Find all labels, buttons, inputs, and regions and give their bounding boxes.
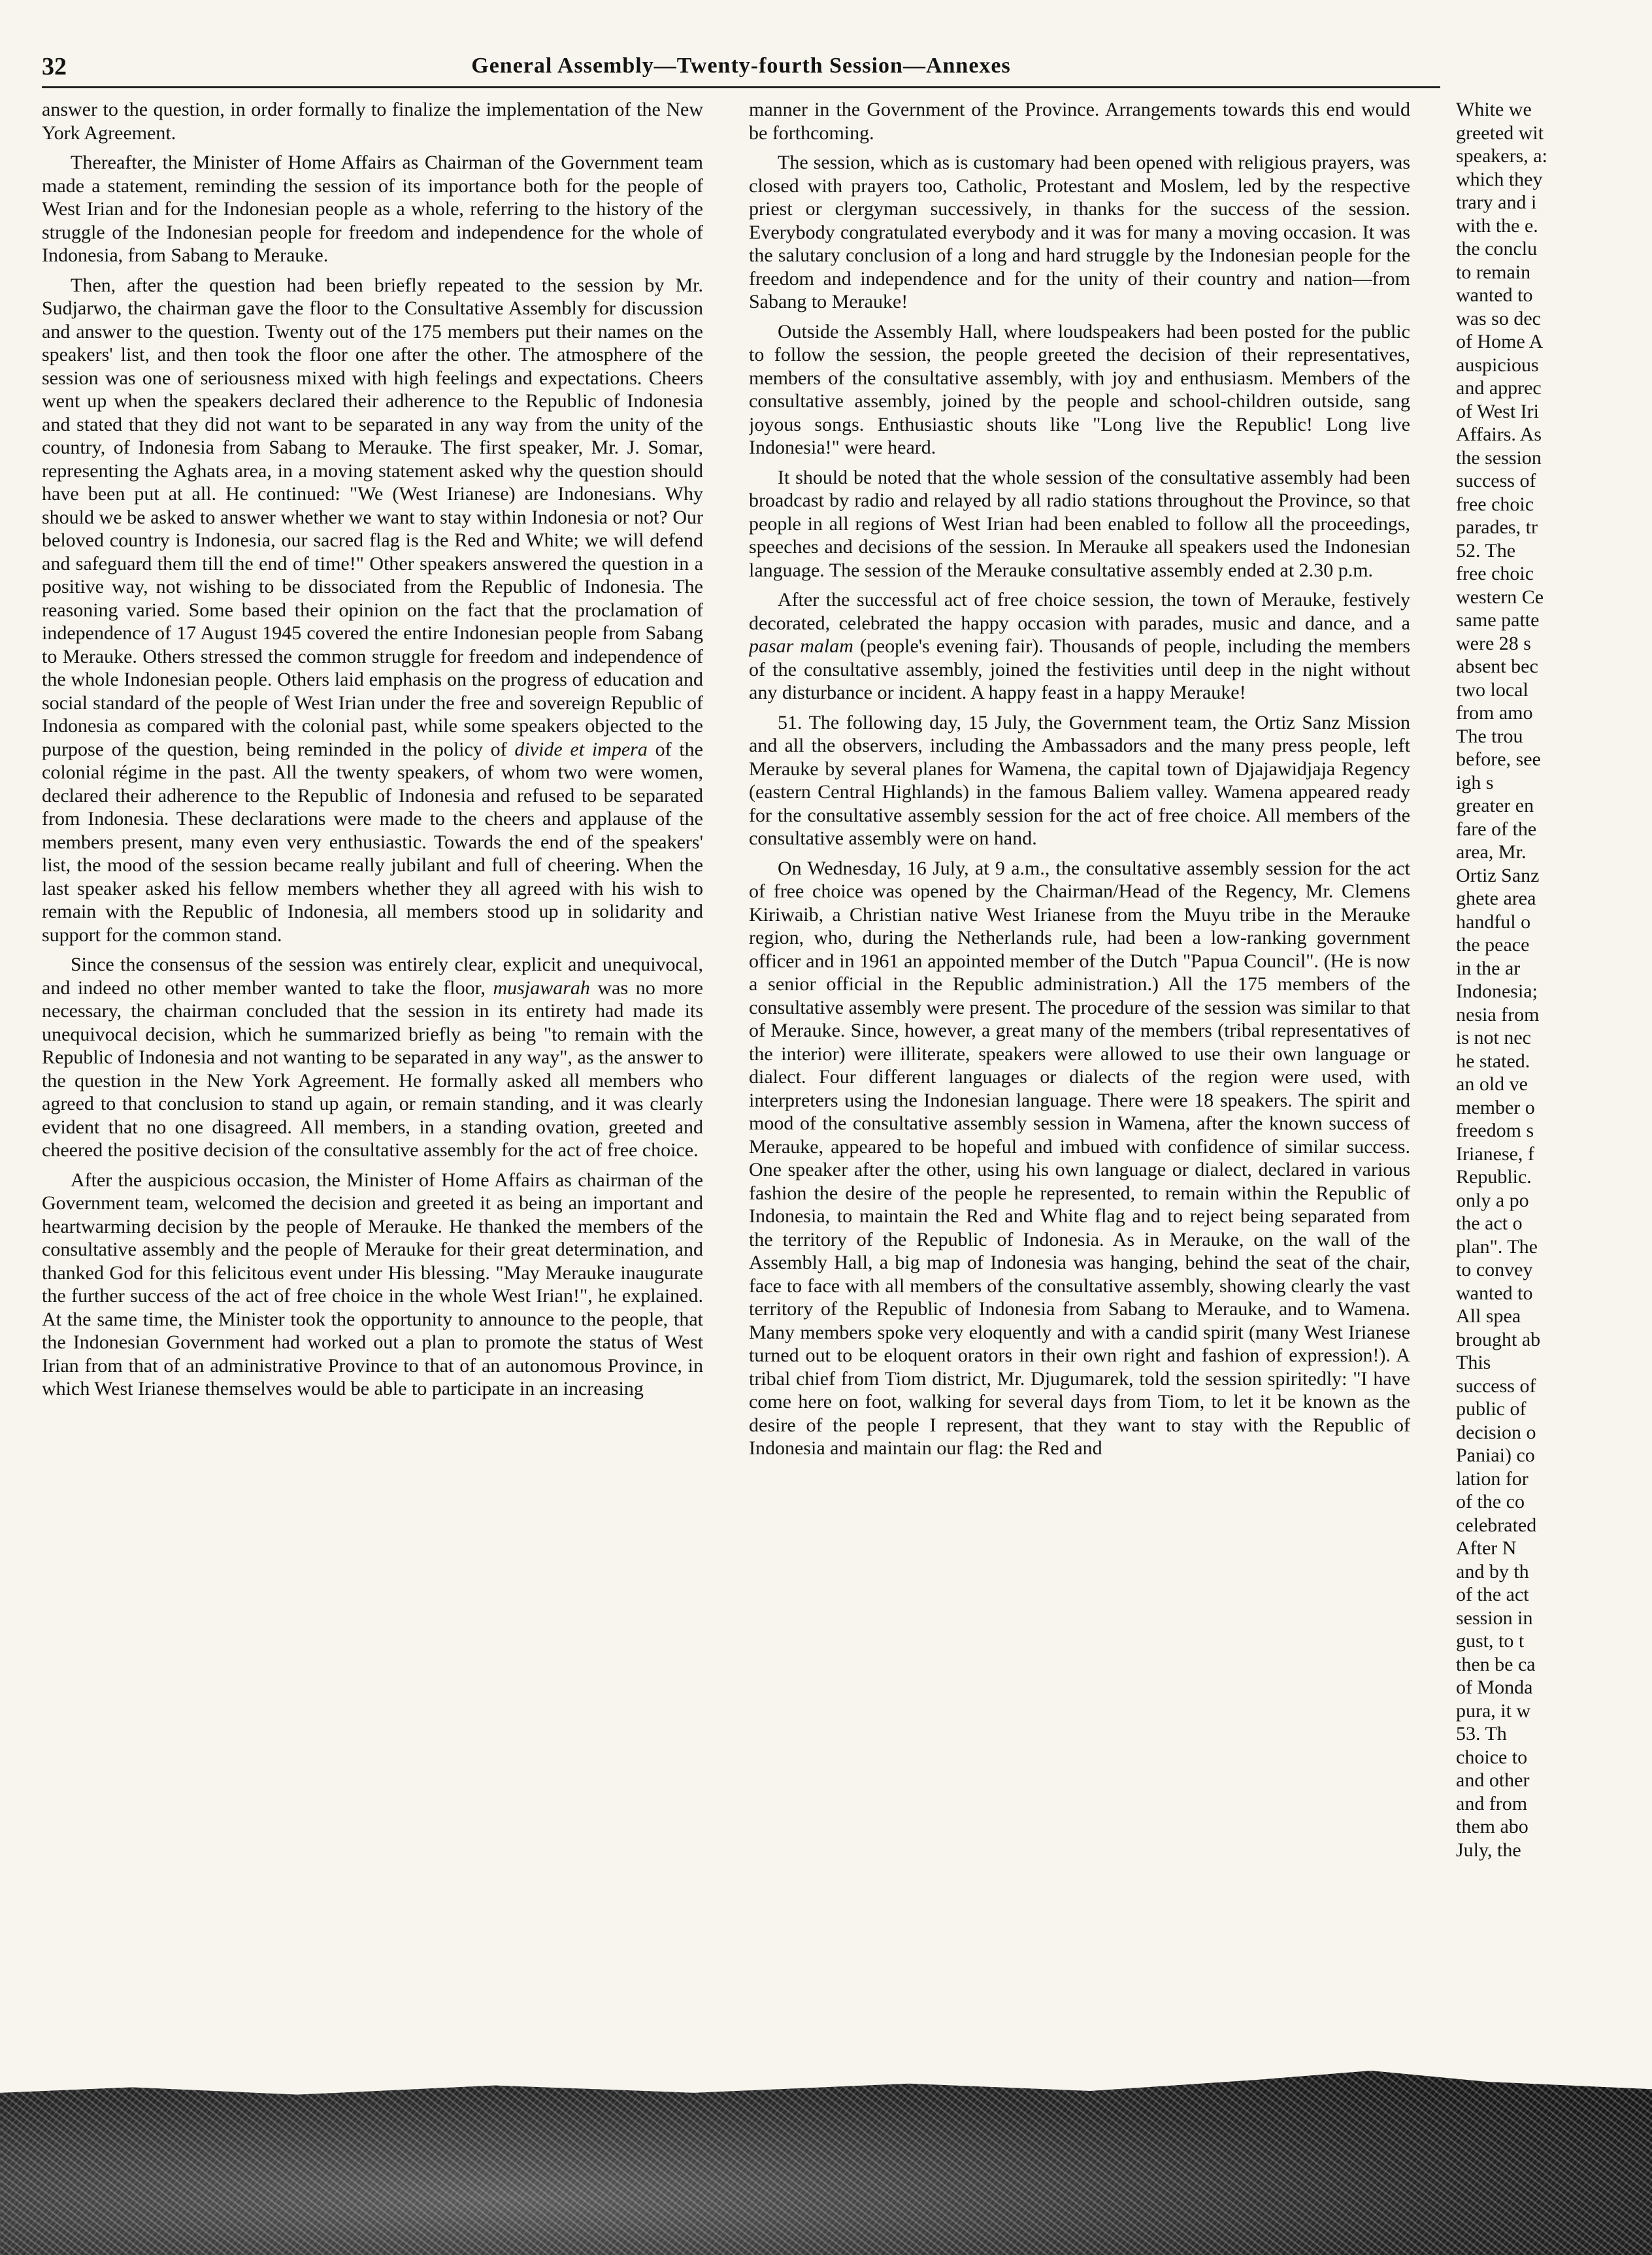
cropped-line: is not nec [1456,1027,1531,1048]
text-column-middle [749,98,1410,2059]
paragraph: It should be noted that the whole session of the consultative assembly had been broadcast by radio and relayed by all radio stations throughout the Province, so that people in all regions of West Irian had been enabled to follow all the proceedings, speeches and decisions of the session. In Merauke all speakers used the Indonesian language. The session of the Merauke consultative assembly ended at 2.30 p.m. [749,466,1410,581]
cropped-line: pura, it w [1456,1699,1531,1722]
cropped-line: Ortiz Sanz [1456,864,1540,886]
cropped-line: wanted to [1456,1282,1533,1304]
cropped-line: in the ar [1456,957,1521,979]
cropped-line: July, the [1456,1839,1521,1861]
cropped-line: plan". The [1456,1235,1538,1258]
cropped-line: auspicious [1456,354,1539,376]
cropped-line: speakers, a: [1456,145,1547,167]
cropped-line: only a po [1456,1189,1529,1211]
cropped-line: from amo [1456,702,1533,724]
cropped-line: of Monda [1456,1677,1533,1698]
cropped-line: an old ve [1456,1073,1528,1095]
paragraph-text: Then, after the question had been briefly repeated to the session by Mr. Sudjarwo, the chairman gave the floor to the Consultative Assembly for discussion and answer to the question. Twenty out of the 175 members put their names on the speakers' list, and then took the floor one after the other. The atmosphere of the session was one of seriousness mixed with high feelings and expectations. Cheers went up when the speakers declared their adherence to the Republic of Indonesia and stated that they did not want to be separated in any way from the unity of the country, of Indonesia from Sabang to Merauke. The first speaker, Mr. J. Somar, representing the Aghats area, in a moving statement asked why the question should have been put at all. He continued: "We (West Irianese) are Indonesians. Why should we be asked to answer whether we want to stay within Indonesia or not? Our beloved country is Indonesia, our sacred flag is the Red and White; we will defend and safeguard them till the end of time!" Other speakers answered the question in a positive way, not wishing to be dissociated from the Republic of Indonesia. The reasoning varied. Some based their opinion on the fact that the proclamation of independence of 17 August 1945 covered the entire Indonesian people from Sabang to Merauke. Others stressed the common struggle for freedom and independence of the whole Indonesian people. Others laid emphasis on the progress of education and social standard of the people of West Irian under the free and sovereign Republic of Indonesia as compared with the colonial past, while some speakers objected to the purpose of the question, being reminded in the policy of [42,274,703,760]
cropped-line: parades, tr [1456,516,1538,538]
cropped-line: success of [1456,470,1536,492]
cropped-line: was so dec [1456,307,1541,329]
text-column-left [42,98,703,2059]
cropped-line: free choic [1456,563,1534,584]
cropped-line: fare of the [1456,818,1537,840]
cropped-line: nesia from [1456,1003,1540,1026]
paragraph: 51. The following day, 15 July, the Government team, the Ortiz Sanz Mission and all the observers, including the Ambassadors and the many press people, left Merauke by several planes for Wamena, the capital town of Djajawidjaja Regency (eastern Central Highlands) in the famous Baliem valley. Wamena appeared ready for the consultative assembly session for the act of free choice. All members of the consultative assembly were on hand. [749,711,1410,849]
cropped-line: trary and i [1456,192,1537,213]
paragraph: On Wednesday, 16 July, at 9 a.m., the consultative assembly session for the act of free choice was opened by the Chairman/Head of the Regency, Mr. Clemens Kiriwaib, a Christian native West Irianese from the Muyu tribe in the Merauke region, who, during the Netherlands rule, had been a low-ranking government officer and in 1961 an appointed member of the Dutch "Papua Council". (He is now a senior official in the Republic administration.) All the 175 members of the consultative assembly were present. The procedure of the session was similar to that of Merauke. Since, however, a great many of the members (tribal representatives of the interior) were illiterate, speakers were allowed to use their own language or dialect. Four different languages or dialects of the region were used, with interpreters using the Indonesian language. There were 18 speakers. The spirit and mood of the consultative assembly session in Wamena, after the known success of Merauke, appeared to be hopeful and imbued with confidence of similar success. One speaker after the other, using his own language or dialect, declared in various fashion the desire of the people he represented, to remain within the Republic of Indonesia, to maintain the Red and White flag and to reject being separated from the territory of the Republic of Indonesia. As in Merauke, on the wall of the Assembly Hall, a big map of Indonesia was hanging, behind the seat of the chair, face to face with all members of the consultative assembly, showing clearly the vast territory of the Republic of Indonesia from Sabang to Merauke, and to Wamena. Many members spoke very eloquently and with a candid spirit (many West Irianese turned out to be eloquent orators in their own right and fashion of expression!). A tribal chief from Tiom district, Mr. Djugumarek, told the session spiritedly: "I have come here on foot, walking for several days from Tiom, to let it be known as the desire of the people I represent, that they want to stay with the Republic of Indonesia and maintain our flag: the Red and [749,857,1410,1459]
cropped-line: gust, to t [1456,1630,1525,1652]
cropped-line: of the co [1456,1491,1525,1512]
cropped-line: Republic. [1456,1166,1532,1188]
cropped-line: the session [1456,446,1542,469]
cropped-line: All spea [1456,1305,1521,1327]
cropped-line: them abo [1456,1816,1528,1837]
cropped-line: brought ab [1456,1328,1541,1350]
text-column-right-cropped [1456,98,1652,2059]
cropped-line: of the act [1456,1584,1529,1605]
paragraph: Thereafter, the Minister of Home Affairs as Chairman of the Government team made a statement, reminding the session of its importance both for the people of West Irian and for the Indonesian people as a whole, referring to the history of the struggle of the Indonesian people for freedom and independence for the whole of Indonesia, from Sabang to Merauke. [42,152,703,266]
paragraph [42,953,703,1162]
running-title: General Assembly—Twenty-fourth Session—Annexes [471,54,1011,78]
paragraph: After the auspicious occasion, the Minister of Home Affairs as chairman of the Government team, welcomed the decision and greeted it as being an important and heartwarming decision by the people of Merauke. He thanked the members of the consultative assembly and the people of Merauke for their great determination, and thanked God for this felicitous event under His blessing. "May Merauke inaugurate the further success of the act of free choice in the whole West Irian!", he explained. At the same time, the Minister took the opportunity to announce to the people, that the Indonesian Government had worked out a plan to promote the status of West Irian from that of an administrative Province to that of an autonomous Province, in which West Irianese themselves would be able to participate in an increasing [42,1169,703,1399]
cropped-line: lation for [1456,1467,1528,1490]
cropped-line: the act o [1456,1212,1523,1234]
cropped-line: success of [1456,1375,1536,1397]
cropped-line: free choic [1456,493,1534,515]
cropped-line: 53. Th [1456,1723,1507,1745]
cropped-line: greeted wit [1456,122,1544,144]
cropped-line: After N [1456,1537,1517,1559]
cropped-line: same patte [1456,609,1540,631]
cropped-line: and from [1456,1792,1528,1814]
cropped-line: and other [1456,1769,1530,1791]
cropped-line: the conclu [1456,238,1538,259]
paragraph-text: After the successful act of free choice session, the town of Merauke, festively decorated, celebrated the happy occasion with parades, music and dance, and a [749,589,1410,634]
cropped-line: two local [1456,678,1528,701]
cropped-line: of Home A [1456,331,1544,352]
italic-phrase: musjawarah [493,977,590,999]
paragraph: answer to the question, in order formally to finalize the implementation of the New York Agreement. [42,99,703,144]
cropped-line: ghete area [1456,888,1536,909]
cropped-line: then be ca [1456,1653,1536,1675]
cropped-line: and apprec [1456,377,1542,399]
cropped-line: Affairs. As [1456,424,1542,445]
cropped-line: area, Mr. [1456,841,1527,863]
page-header [42,52,1440,88]
paragraph-text: was no more necessary, the chairman concluded that the session in its entirety had made its unequivocal decision, which he summarized briefly as being "to remain with the Republic of Indonesia and not wanting to be separated in any way", as the answer to the question in the New York Agreement. He formally asked all members who agreed to that conclusion to stand up again, or remain standing, and it was clearly evident that no one disagreed. All members, in a standing ovation, greeted and cheered the positive decision of the consultative assembly for the act of free choice. [42,977,703,1161]
cropped-line: Irianese, f [1456,1143,1534,1165]
cropped-line: This [1456,1352,1491,1373]
paragraph: manner in the Government of the Province. Arrangements towards this end would be forthcoming. [749,99,1410,144]
page-number: 32 [42,53,67,80]
cropped-line: freedom s [1456,1120,1534,1141]
cropped-line: of West Iri [1456,400,1540,422]
cropped-line: absent bec [1456,656,1538,677]
italic-phrase: divide et impera [514,738,648,760]
cropped-line: The trou [1456,725,1523,747]
paragraph [749,588,1410,705]
cropped-line: Paniai) co [1456,1445,1535,1466]
cropped-line: which they [1456,168,1543,190]
cropped-line: session in [1456,1607,1533,1629]
cropped-line: to convey [1456,1259,1533,1280]
torn-page-edge [0,2071,1652,2255]
cropped-line: celebrated [1456,1514,1537,1536]
cropped-line: he stated. [1456,1050,1530,1072]
cropped-line: before, see [1456,748,1541,770]
cropped-line: greater en [1456,795,1534,816]
cropped-line: White we [1456,99,1532,120]
cropped-line: choice to [1456,1746,1528,1768]
paragraph-text: (people's evening fair). Thousands of people, including the members of the consultative assembly, joined the festivities until deep in the night without any disturbance or incident. A happy feast in a happy Merauke! [749,635,1410,703]
cropped-line: 52. The [1456,539,1516,561]
cropped-line: public of [1456,1398,1527,1420]
cropped-line: igh s [1456,771,1494,793]
cropped-line: Indonesia; [1456,980,1538,1002]
cropped-line: decision o [1456,1421,1536,1443]
cropped-line: and by th [1456,1560,1529,1582]
cropped-line: member o [1456,1096,1535,1118]
cropped-line: the peace [1456,934,1530,956]
cropped-line: to remain [1456,261,1531,283]
cropped-line: handful o [1456,910,1531,933]
paragraph-text: Since the consensus of the session was entirely clear, explicit and unequivocal, and indeed no other member wanted to take the floor, [42,954,703,999]
cropped-line: wanted to [1456,284,1533,306]
paragraph: Outside the Assembly Hall, where loudspeakers had been posted for the public to follow the session, the people greeted the decision of their representatives, members of the consultative assembly, with joy and enthusiasm. Members of the consultative assembly, joined by the people and school-children outside, sang joyous songs. Enthusiastic shouts like "Long live the Republic! Long live Indonesia!" were heard. [749,320,1410,458]
italic-phrase: pasar malam [749,635,853,657]
cropped-line: western Ce [1456,586,1544,608]
cropped-line: with the e. [1456,214,1538,237]
paragraph: The session, which as is customary had been opened with religious prayers, was closed with prayers too, Catholic, Protestant and Moslem, led by the respective priest or clergyman successively, in thanks for the success of the session. Everybody congratulated everybody and it was for many a moving occasion. It was the salutary conclusion of a long and hard struggle by the Indonesian people for the freedom and independence and for the unity of their country and nation—from Sabang to Merauke! [749,152,1410,312]
cropped-line: were 28 s [1456,632,1531,654]
paragraph [42,274,703,947]
paragraph-text: of the colonial régime in the past. All the twenty speakers, of whom two were women, declared their adherence to the Republic of Indonesia and refused to be separated from Indonesia. These declarations were made to the cheers and applause of the members present, many even very enthusiastic. Towards the end of the speakers' list, the mood of the session became really jubilant and full of cheering. When the last speaker asked his fellow members whether they all agreed with his wish to remain with the Republic of Indonesia, all members stood up in solidarity and support for the common stand. [42,738,703,946]
